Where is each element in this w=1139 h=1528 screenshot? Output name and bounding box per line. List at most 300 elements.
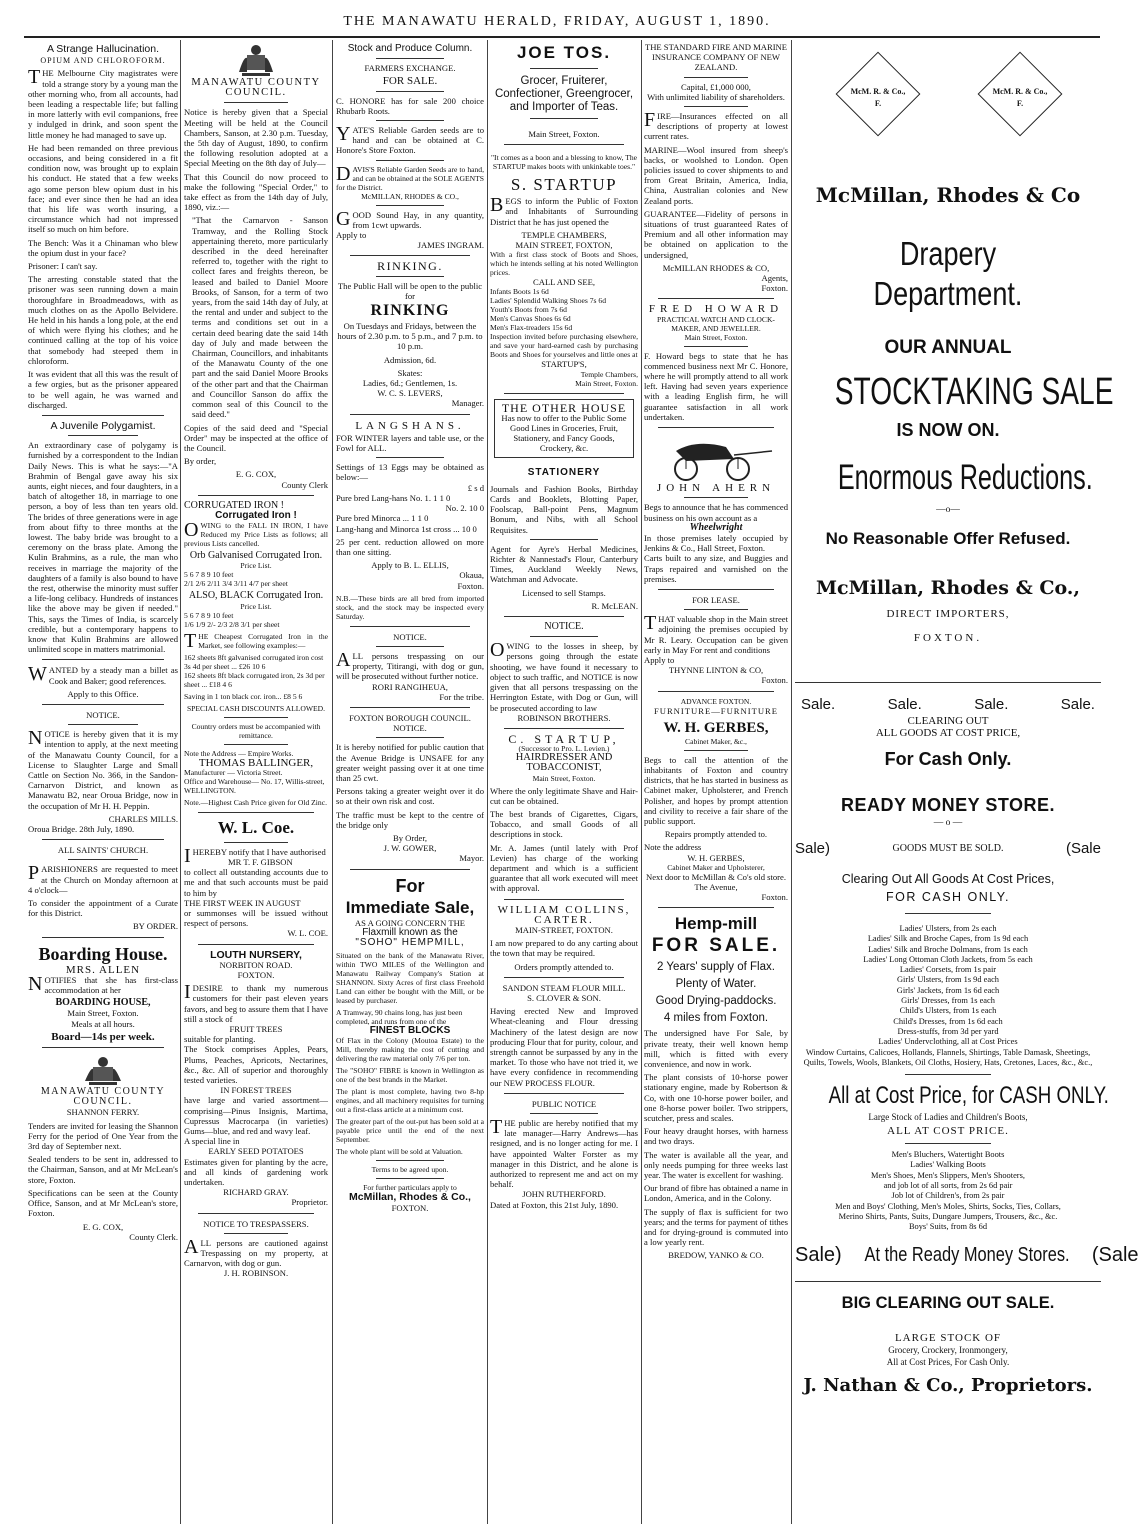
notice-signature: W. L. COE. [287,928,328,939]
ad-subtitle: NORBITON ROAD. [219,959,293,970]
divider [376,120,444,121]
notice-date: Oroua Bridge. 28th July, 1890. [28,824,135,835]
ad-text: F. Howard begs to state that he has commenced business next Mr C. Honore, where he will promptly attend to all work left. Having had seven years experience with a leading English firm, he will guarantee satisfaction in all work undertaken. [644,350,788,422]
ad-address: Temple Chambers, [580,369,638,379]
notice-text: Sealed tenders to be sent in, addressed to the Chairman, Sanson, and at Mr McLean's store, Foxton. [28,1154,178,1185]
price-row: Pure bred Minorca ... 1 1 0 [336,513,429,524]
ad-text: Apply to this Office. [67,688,139,699]
divider [42,704,164,705]
ad-title: THE OTHER HOUSE [501,400,627,415]
ad-address: Foxton. [761,892,788,903]
ad-text: Journals and Fashion Books, Birthday Cards and Booklets, Blotting Paper, Foolscap, Ball-point Pens, Magnum Bonum, and Nibs, with all School Requisites. [490,483,638,535]
ad-text: Begs to announce that he has commenced business on his own account as a [644,502,788,523]
coat-of-arms-icon [236,42,276,78]
ad-text: Inspection invited before purchasing elsewhere, and save your hard-earned cash by purchasing Boots and Shoes for yourselves and little ones at [490,332,638,360]
ad-text: 4 miles from Foxton. [663,1012,769,1025]
sale-word: Sale) [795,1243,842,1266]
sale-text: All at Cost Prices, For Cash Only. [886,1356,1010,1367]
ad-text: The undersigned have For Sale, by private treaty, their well known hemp mill, which is fitted with every convenience, and now in work. [644,1028,788,1069]
notice-text: OWING to the losses in sheep, by persons going through the estate shooting, we have found it necessary to object to such traffic, and NOTICE is now given that all persons trespassing on the Herrington Estate, with Dog or Gun, will be prosecuted according to law [490,639,638,713]
divider [504,144,624,145]
divider [376,205,444,206]
ad-address: Main Street, Foxton. [575,378,638,388]
column-3 [336,42,484,1522]
price-list-item: Ladies' Long Ottoman Cloth Jackets, from 5s each [863,954,1033,964]
article-paragraph: THE Melbourne City magistrates were told a strange story by a young man the other morning who, from all accounts, had been leading a respectable life; but falling in more latterly with evil companions, free y indulged in drink, and soon spent the little money he had managed to save up. [28,66,178,140]
divider [376,58,444,59]
ad-text: A special line in [184,1136,240,1147]
divider [530,68,598,69]
ad-text: PRACTICAL WATCH AND CLOCK-MAKER, AND JEWELLER. [657,314,775,333]
notice-text: PARISHIONERS are requested to meet at the Church on Monday afternoon at 4 o'clock— [28,862,178,895]
notice-text: THE FIRST WEEK IN AUGUST [184,897,301,908]
ad-text: Board—14s per week. [51,1030,155,1043]
ad-text: Meals at all hours. [71,1018,135,1029]
ad-text: Terms to be agreed upon. [371,1165,449,1175]
price-list-item: Girls' Dresses, from 1s each [901,996,995,1006]
coat-of-arms-icon [81,1053,125,1087]
ad-text: Four heavy draught horses, with harness and two drays. [644,1126,788,1147]
notice-text: ALL persons are cautioned against Trespassing on my property, at Carnarvon, with dog or gun. [184,1235,328,1269]
ad-text: GUARANTEE—Fidelity of persons in situations of trust guaranteed Rates of Premium and all other information may be obtained on application to the undersigned, [644,208,788,260]
ad-text: The "SOHO" FIBRE is known in Wellington as one of the best brands in the Market. [336,1066,484,1085]
divider [376,1160,444,1161]
divider [530,636,598,637]
price-list-item: Ladies' Silk and Broche Dolmans, from 1s each [868,944,1028,954]
ad-text: Repairs promptly attended to. [664,829,768,840]
ad-text: Orders promptly attended to. [514,961,614,972]
divider [530,1113,598,1114]
ad-signature: McMillan, Rhodes & Co., [349,1191,471,1204]
ad-subtitle: Corrugated Iron ! [215,509,297,521]
sale-word: Sale. [887,696,922,713]
divider [224,842,288,843]
price-list-item: Girls' Jackets, from 1s 6d each [896,985,1000,995]
sale-text: ALL GOODS AT COST PRICE, [875,727,1021,739]
headline: No Reasonable Offer Refused. [825,529,1071,548]
divider [376,737,444,738]
notice-text: It is hereby notified for public caution that the Avenue Bridge is UNSAFE for any greater weight passing over it at one time than 25 cwt. [336,742,484,783]
ad-text: 2 Years' supply of Flax. [657,961,775,974]
sale-text: ALL AT COST PRICE. [887,1125,1009,1138]
ad-text: AS A GOING CONCERN THE [354,917,466,928]
ad-text: Cabinet Maker, &c., [685,736,747,746]
divider [224,1233,288,1234]
divider [68,859,138,860]
notice-text: By order, [184,456,217,467]
ad-text: HAIRDRESSER AND TOBACCONIST, [515,752,613,774]
ad-text: Note.—Highest Cash Price given for Old Zinc. [184,797,327,807]
ad-text: A Tramway, 90 chains long, has just been completed, and runs from one of the [336,1008,463,1027]
headline: Enormous Reductions. [837,458,1093,497]
ad-text: N.B.—These birds are all bred from imported stock, and the stock may be inspected every Saturday. [336,593,484,621]
ad-text: Apply to [644,654,675,665]
notice-signature: E. G. COX, [235,469,277,480]
divider [224,744,288,745]
article-paragraph: The arresting constable stated that the prisoner was seen running down a main thoroughfare in Broadmeadows, with as much clothes on as the Apollo Belvidere. He held in his hands a long pole, at the end of which were flying his clothes; and he continued calling at the top of his voice that somebody had steeped them in chloroform. [28,274,178,366]
notice-date: Dated at Foxton, this 21st July, 1890. [490,1199,619,1210]
notice-text: Notice is hereby given that a Special Meeting will be held at the Council Chambers, Sanson, at 2.30 p.m. Tuesday, the 5th day of August, 1890, to confirm the following resolution adopted at a Special Meeting on the 8th day of July— [184,107,328,169]
notice-text: THE public are hereby notified that my late manager—Harry Andrews—has resigned, and is no longer acting for me. I have appointed Walter Forster as my manager in this District, and he alone is authorized to represent me and act on my behalf. [490,1116,638,1190]
ad-text: Next door to McMillan & Co's old store. [646,871,786,882]
ad-text: Having erected New and Improved Wheat-cleaning and Flour dressing Machinery of the latest design are now producing Flour that for purity, colour, and strength cannot be surpassed by any in the market. To those who have not tried it, we have every confidence in recommending our NEW PROCESS FLOUR. [490,1006,638,1088]
ad-title: Boarding House. [38,943,168,964]
notice-signature: RORI RANGIHEUA, [372,681,448,692]
divider [684,497,748,498]
ad-text: C. HONORE has for sale 200 choice Rhubarb Roots. [336,95,484,116]
ad-list: Infants Boots 1s 6d Ladies' Splendid Walking Shoes 7s 6d Youth's Boots from 7s 6d Men's Canvas Shoes 6s 6d Men's Flax-treaders 15s 6d [490,287,606,333]
divider [350,707,470,708]
ad-subtitle: S. CLOVER & SON. [527,992,601,1003]
trademark-line: McM. R. & Co., [992,87,1048,96]
price-row: 1/6 1/9 2/- 2/3 2/8 3/1 per sheet [184,619,280,629]
column-6-mcmillan-rhodes-ad [795,42,1139,1522]
ad-headline: FOR SALE. [651,935,781,957]
ad-text: Capital, £1,000 000, [681,81,751,92]
headline: OUR ANNUAL [884,337,1012,358]
ad-address: Main Street, Foxton. [684,332,748,342]
ad-signature: THYNNE LINTON & CO, [668,665,764,676]
ad-text: GOOD Sound Hay, in any quantity, from 1cwt upwards. [336,207,484,230]
sale-text: LARGE STOCK OF [894,1331,1002,1344]
notice-text: Copies of the said deed and "Special Order" may be inspected at the office of the Council. [184,422,328,453]
ad-text: The Stock comprises Apples, Pears, Plums, Peaches, Apricots, Nectarines, &c., &c. All of superior and thoroughly tested varieties. [184,1044,328,1085]
ad-text: Of Flax in the Colony (Moutoa Estate) to the Mill, thereby making the cost of cutting and delivering the raw material only 7/6 per ton. [336,1036,484,1064]
ad-text: Ladies, 6d.; Gentlemen, 1s. [362,378,458,389]
article-title: A Juvenile Polygamist. [50,419,156,432]
ad-signature: W. C. S. LEVERS, [377,388,443,399]
ad-title: WILLIAM COLLINS, [497,903,631,916]
ad-address: Foxton. [761,675,788,686]
ad-text: Licensed to sell Stamps. [522,587,606,598]
ad-address: Main Street, Foxton. [67,1008,139,1019]
price-list [795,924,1101,1068]
firm-name: McMillan, Rhodes & Co [815,183,1081,207]
divider [658,907,774,908]
ad-title: LANGSHANS. [355,419,465,432]
ad-text: Price List. [240,601,272,611]
ad-name: THOMAS BALLINGER, [198,756,314,769]
ad-text: Orb Galvanised Corrugated Iron. [189,550,323,562]
sale-text: Clearing Out All Goods At Cost Prices, [841,872,1055,886]
ad-title: JOHN AHERN [656,482,776,495]
price-list: Men's Bluchers, Watertight Boots Ladies' Walking Boots Men's Shoes, Men's Slippers, Men's Shooters, and job lot of all sorts, from 2s 6d pair Job lot of Children's, from 2s pair Men and Boys' Clothing, Men's Moles, Shirts, Socks, Ties, Collars, Merino Shirts, Pants, Suits, Dungare Jumpers, Trousers, &c., &c. Boys' Suits, from 8s 6d [835,1150,1061,1232]
trademark-text [833,86,923,110]
divider [376,91,444,92]
ad-text: FOR WINTER layers and table use, or the Fowl for ALL. [336,432,484,454]
ad-role: Manager. [451,398,484,409]
ad-title: S. STARTUP [510,175,618,195]
price-row: 162 sheets 8ft black corrugated iron, 2s 3d per sheet ... £18 4 6 [184,670,325,689]
price-list-item: Ladies' Ulsters, from 2s each [899,924,997,933]
carriage-icon [656,433,776,483]
price-list-item: Window Curtains, Calicoes, Hollands, Flannels, Shirtings, Table Damask, Sheetings, Quilts, Towels, Wools, Blankets, Oil Cloths, Hosiery, Hats, Cretones, Laces, &c., &c., [803,1047,1093,1067]
section-title: Stock and Produce Column. [347,43,473,54]
headline: IS NOW ON. [896,420,1000,440]
price-row: 2/1 2/6 2/11 3/4 3/11 4/7 per sheet [184,579,288,589]
notice-signature: JOHN RUTHERFORD. [522,1189,606,1200]
divider [658,589,774,590]
divider [350,869,470,870]
ad-text: The whole plant will be sold at Valuation. [336,1147,463,1157]
price-row: Saving in 1 ton black cor. iron... £8 5 6 [184,691,303,701]
price-row: 5 6 7 8 9 10 feet [184,570,234,580]
sale-banner [795,839,1101,859]
sale-banner [795,695,1101,715]
divider [504,899,624,900]
sale-word: Sale. [974,696,1009,713]
notice-title: NOTICE TO TRESPASSERS. [203,1218,309,1229]
divider [658,691,774,692]
divider [42,659,164,660]
ad-headline: RINKING [370,302,450,320]
ad-text: Apply to B. L. ELLIS, [371,560,449,571]
ad-text: FINEST BLOCKS [369,1025,451,1037]
notice-text: MR T. F. GIBSON [228,856,293,867]
ad-headline: Hemp-mill [674,914,758,934]
ad-text: Where the only legitimate Shave and Hair-cut can be obtained. [490,785,638,806]
article-paragraph: He had been remanded on three previous occasions, and being considered in a fit condition now, was brought up to explain his conduct. He stated that a few weeks ago some person blew opium dust in his face; and ever since then he had an idea that his life was worth insuring, a circumstance which had not impressed itself so much on him before. [28,142,178,235]
ad-text: Situated on the bank of the Manawatu River, within TWO MILES of the Wellington and Manawatu Railway Company's Station at SHANNON. Sixty Acres of first class Freehold Land can either be bought with the Mill, or be leased by purchaser. [336,951,484,1006]
sale-text: FOR CASH ONLY. [885,890,1011,904]
notice-signature: J. H. ROBINSON. [223,1268,289,1279]
price-list-item: Child's Dresses, from 1s 6d each [893,1016,1003,1026]
headline: All at Cost Price, for CASH ONLY. [828,1082,1109,1110]
firm-name: McMillan, Rhodes & Co., [815,577,1081,599]
notice-text: or summonses will be issued without respect of persons. [184,907,328,929]
ad-text: Carts built to any size, and Buggies and Traps repaired and varnished on the premises. [644,553,788,584]
ad-headline: Immediate Sale, [345,897,475,917]
article-paragraph: An extraordinary case of polygamy is furnished by a correspondent to the Indian Daily News. This is what he says:—"A Brahmin of Bengal gave away his six aunts, eight nieces, and four daughters, in a batch of altogether 18, in marriage to one person, a boy of less than ten years old. The brides of three generations were in age from about fifty to three months at the lowest. The baby bride was brought to a ceremony on the brass plate. Among the Kulin Brahmins, as a rule, the man who receives in marriage the majority of the daughters of a family is also bound to have the rest, otherwise the minority must suffer a life-long celibacy. Hundreds of instances like the above may be given if needed." This, says the Times of India, is scarcely credible, but a contemporary happens to know that Kulin Brahmins are allowed unlimited scope in matters matrimonial. [28,440,178,655]
column-1 [28,42,178,1522]
divider [350,626,470,627]
notice-text: That this Council do now proceed to make the following "Special Order," to take effect as from the 14th day of July, 1890, viz.:— [184,171,328,213]
ad-text: For further particulars apply to [363,1183,457,1193]
ad-text: Note the address [644,842,702,853]
article-title: A Strange Hallucination. [46,43,160,55]
ad-text: Has now to offer to the Public Some Good Lines in Groceries, Fruit, Stationery, and Fancy Goods, Crockery, &c. [501,412,627,454]
notice-title: FOR LEASE. [692,594,740,605]
ad-text: Skates: [397,367,423,378]
the-other-house-ad [494,399,634,458]
divider [376,1178,444,1179]
notice-text: "That the Carnarvon - Sanson Tramway, and the Rolling Stock appertaining thereto, more particularly described in the deed hereinafter referred to, together with the right to collect fares and freights thereon, be leased and bailed to Daniel Moore Brooks, of Sanson, for a term of two years, from the said 14th day of July, at the rental and under and subject to the terms and conditions set out in a certain deed bearing date the said 14th day of July and made between the Chairman, Councillors, and inhabitants of the Manawatu County of the one part and the said Daniel Moore Brooks of the other part and that the Chairman and Councillor Sanson do affix the common seal of this Council to the said deed." [192,215,328,420]
ad-text: The Public Hall will be open to the public for [337,280,483,301]
article-subtitle: OPIUM AND CHLOROFORM. [40,56,166,66]
ad-name: MRS. ALLEN [65,963,141,976]
ad-text: NOTIFIES that she has first-class accommodation at her [28,972,178,996]
ad-title: LOUTH NURSERY, [210,948,302,961]
price-list-item: Child's Ulsters, from 1s each [899,1006,997,1016]
ad-text: THAT valuable shop in the Main street adjoining the premises occupied by Mr R. Leary. Occupation can be given early in May For rent and conditions [644,612,788,655]
ad-text: CALL AND SEE, [533,277,595,288]
divider [376,457,444,458]
divider [68,724,138,725]
column-rule [791,40,792,1524]
sale-text: Large Stock of Ladies and Children's Boots, [868,1112,1028,1123]
ad-signature: McMILLAN RHODES & CO, [662,262,770,273]
column-5 [644,42,788,1522]
divider [504,728,624,729]
divider [905,1074,991,1075]
ad-text: Admission, 6d. [383,354,437,365]
price-list-item: Girls' Ulsters, from 1s 9d each [897,975,999,985]
divider [198,495,314,496]
section-title: STATIONERY [527,466,601,478]
notice-role: For the tribe. [439,691,484,702]
ad-title: FRED HOWARD [648,303,784,316]
sale-word: (Sale [1065,840,1101,857]
trademark-text [975,86,1065,110]
ad-text: Begs to call the attention of the inhabitants of Foxton and country districts, that he has started in business as Cabinet maker, Upholsterer, and French Polisher, and hopes by prompt attention and civility to receive a fair share of the public support. [644,754,788,826]
ad-text: (Successor to Pro. L. Levien.) [518,744,610,754]
divider [224,102,288,103]
ad-address: Main Street, Foxton. [528,129,600,139]
ad-signature: W. H. GERBES, [687,852,745,863]
ad-text: Estimates given for planting by the acre, and all kinds of gardening work undertaken. [184,1156,328,1188]
divider [376,276,444,277]
firm-text: DIRECT IMPORTERS, [886,608,1010,620]
sale-text: CLEARING OUT [907,715,989,727]
divider [224,717,288,718]
sale-word: Sale. [1060,696,1095,713]
price-list-item: Ladies' Corsets, from 1s pair [899,965,997,975]
ad-text: Grocer, Fruiterer, Confectioner, Greengrocer, and Importer of Teas. [494,75,634,113]
notice-title: NOTICE. [544,621,584,633]
divider [376,646,444,647]
trademark-line: F. [874,99,882,108]
ad-address: FOXTON. [391,1202,429,1213]
notice-role: County Clerk [281,479,328,490]
ad-role: Agents, [761,273,788,284]
divider [658,427,774,428]
ad-text: 25 per cent. reduction allowed on more than one sitting. [336,536,484,557]
section-subtitle: FOR SALE. [382,75,438,88]
divider [504,616,624,617]
divider [42,839,164,840]
price-list-item: Dress-stuffs, from 3d per yard [897,1026,999,1036]
notice-text: NOTICE is hereby given that it is my intention to apply, at the next meeting of the Manawatu County Council, for a License to Slaughter Large and Small Cattle on Section No. 366, in the Sandon-Carnarvon District, and known as Manawatu B2, near Oroua Bridge, now in the occupation of Mr H. H. Peppin. [28,727,178,811]
ad-text: MARINE—Wool insured from sheep's backs, or woolshed to London. Open policies issued to cover shipments to and from Great Britain, America, India, China, Australian colonies and New Zealand ports. [644,144,788,206]
price-row: £ s d [467,482,484,493]
ad-role: Proprietor. [291,1197,328,1208]
notice-text: The traffic must be kept to the centre of the bridge only [336,809,484,830]
price-list-item: Ladies' Undervclothing, all at Cost Prices [878,1037,1018,1047]
headline: READY MONEY STORE. [840,795,1056,815]
ad-text: The supply of flax is sufficient for two years; and the terms for payment of tithes and for drying-ground is commuted into a low yearly rent. [644,1206,788,1248]
notice-title: FOXTON BOROUGH COUNCIL. [349,712,471,723]
notice-title: MANAWATU COUNTY COUNCIL. [40,1086,166,1108]
price-row: 162 sheets 8ft galvanised corrugated iron cost 3s 4d per sheet ... £26 10 6 [184,652,324,671]
notice-text: Tenders are invited for leasing the Shannon Ferry for the period of One Year from the 3rd day of September next. [28,1120,178,1152]
ad-text: suitable for planting. [184,1034,256,1045]
divider [684,346,748,347]
ad-title: W. L. Coe. [217,817,295,837]
ad-role: Cabinet Maker and Upholsterer, [667,862,765,872]
ad-address: FOXTON. [237,969,275,980]
notice-title: NOTICE. [86,709,120,720]
article-paragraph: It was evident that all this was the result of a few orgies, but as the prisoner appeared to be well again, he was warned and discharged. [28,369,178,410]
notice-text: By Order, [392,832,428,843]
notice-title: MANAWATU COUNTY COUNCIL. [191,77,321,99]
trademark-line: McM. R. & Co., [850,87,906,96]
price-list-item: Ladies' Silk and Broche Capes, from 1s 9d each [867,934,1029,944]
sale-banner [795,1241,1139,1269]
ad-title: W. H. GERBES, [663,719,769,736]
ad-text: OWING to the FALL IN IRON, I have Reduced my Price Lists as follows; all previous Lists cancelled. [184,519,328,549]
ad-text: In those premises lately occupied by Jenkins & Co., Hall Street, Foxton. [644,532,788,554]
headline: Drapery Department. [873,235,1023,312]
ad-signature: JAMES INGRAM. [417,240,484,251]
price-row: Lang-hang and Minorca 1st cross ... 10 0 [336,523,477,534]
column-rule [180,40,181,1524]
divider [684,609,748,610]
price-row: Pure bred Lang-hans No. 1. 1 1 0 [336,492,451,503]
column-rule [487,40,488,1524]
ad-signature: BREDOW, YANKO & CO. [668,1250,764,1261]
divider [376,160,444,161]
ad-text: Plenty of Water. [675,978,757,991]
notice-signature: ROBINSON BROTHERS. [517,712,611,723]
ad-title: CORRUGATED IRON ! [184,499,284,511]
notice-title: NOTICE. [393,631,427,642]
divider [504,393,624,394]
notice-text: Specifications can be seen at the County Office, Sanson, and at Mr McLean's store, Foxton. [28,1187,178,1219]
ad-text: THE Cheapest Corrugated Iron in the Market, see following examples:— [184,629,328,652]
notice-text: To consider the appointment of a Curate for this District. [28,898,178,919]
ad-text: MAIN STREET, FOXTON, [515,240,613,251]
divider [198,944,314,945]
ad-signature: STARTUP'S, [541,359,587,370]
ad-text: BOARDING HOUSE, [55,997,151,1009]
ad-text: On Tuesdays and Fridays, between the hours of 2.30 p.m. to 5 p.m., and 7 p.m. to 10 p.m. [337,321,483,352]
notice-signature: E. G. COX, [82,1221,124,1232]
divider [42,415,164,416]
ad-text: The best brands of Cigarettes, Cigars, Tobacco, and small Goods of all descriptions in stock. [490,808,638,840]
ad-text: DAVIS'S Reliable Garden Seeds are to hand, and can be obtained at the SOLE AGENTS for the District. [336,162,484,192]
sale-word: Sale) [795,840,831,857]
ad-text: Our brand of fibre has obtained a name in London, America, and in the Colony. [644,1183,788,1204]
divider [42,1047,164,1048]
ad-text: Note the Address — Empire Works. [184,748,294,758]
ad-subtitle: FURNITURE—FURNITURE [653,705,779,716]
article-paragraph: Prisoner: I can't say. [28,261,98,272]
ad-text: With unlimited liability of shareholders. [647,91,785,102]
ad-text: TEMPLE CHAMBERS, [521,229,607,240]
ad-text: Okaua, [459,570,484,581]
masthead: THE MANAWATU HERALD, FRIDAY, AUGUST 1, 1890. [343,14,771,29]
notice-signature: BY ORDER. [132,921,178,932]
divider [684,750,748,751]
ad-text: SPECIAL CASH DISCOUNTS ALLOWED. [186,703,326,713]
column-rule [332,40,333,1524]
notice-role: Mayor. [459,853,484,864]
ad-text: Good Drying-paddocks. [655,995,777,1008]
ad-text: IN FOREST TREES [220,1085,292,1096]
price-row: No. 2. 10 0 [445,503,484,514]
ad-text: Flaxmill known as the [362,926,458,938]
notice-title: PUBLIC NOTICE [531,1098,597,1109]
ad-text: Country orders must be accompanied with remittance. [191,721,321,740]
ad-text: Price List. [240,561,272,571]
column-4 [490,42,638,1522]
divider [350,414,470,415]
divider [905,1143,991,1144]
ad-text: With a first class stock of Boots and Shoes, which he intends selling at his noted Wellington prices. [490,250,638,278]
divider [198,1213,314,1214]
divider [530,539,598,540]
firm-address: FOXTON. [913,632,983,644]
